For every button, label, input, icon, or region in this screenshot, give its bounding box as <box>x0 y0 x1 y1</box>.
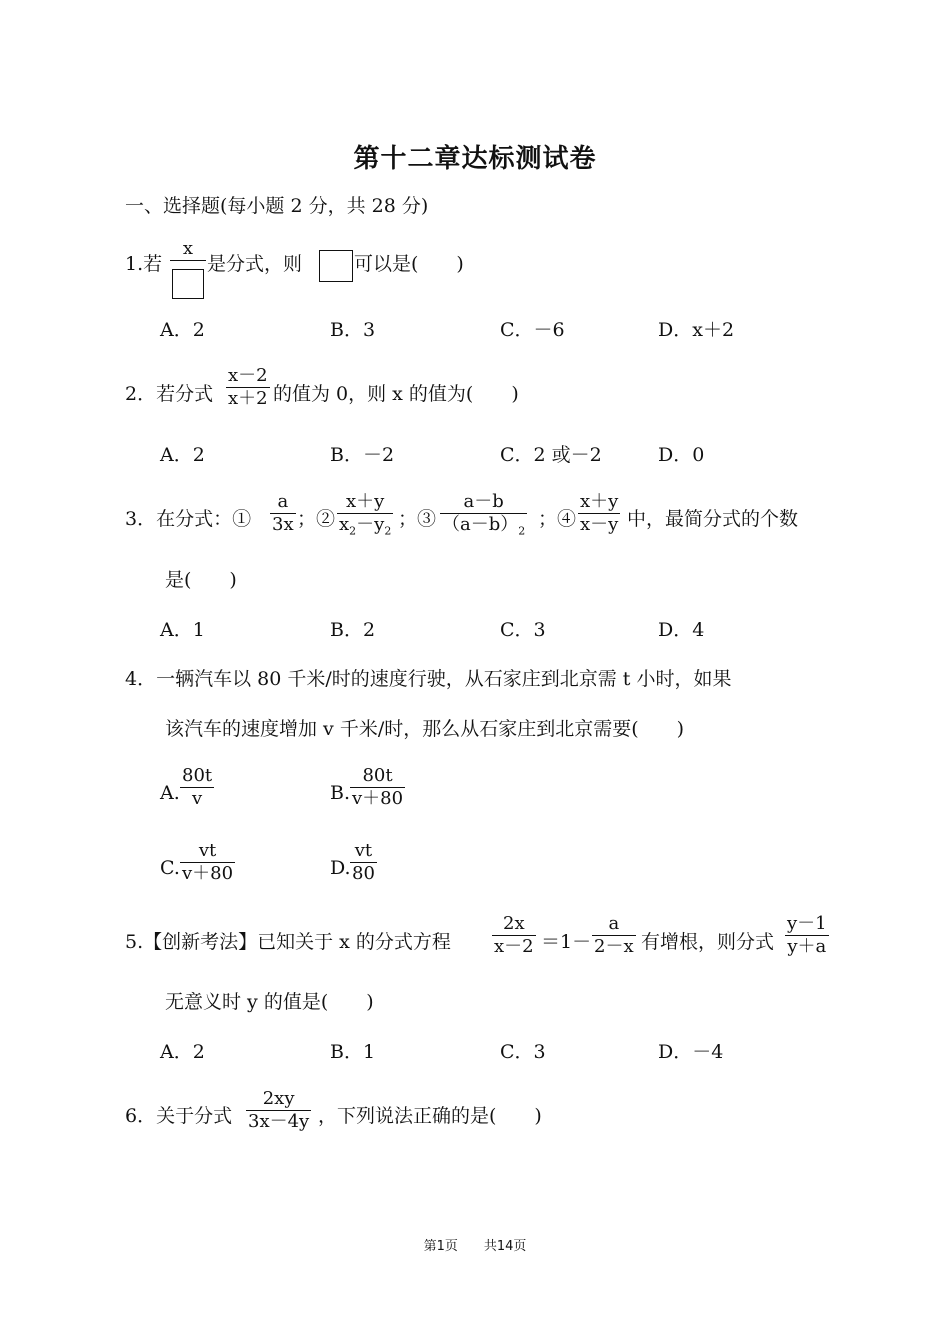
q5-option-b: B．1 <box>330 1041 376 1063</box>
q5-f3-num: y－1 <box>787 913 827 934</box>
q5-option-d: D．－4 <box>658 1041 724 1063</box>
q5-option-c: C．3 <box>500 1041 546 1063</box>
q3-fraction-4 <box>578 491 620 536</box>
q4-line2: 该汽车的速度增加 v 千米/时，那么从石家庄到北京需要( ) <box>165 718 685 740</box>
q5-mid2: 有增根，则分式 <box>641 931 775 953</box>
q2-option-a: A．2 <box>160 444 205 466</box>
q5-fraction-2 <box>592 913 636 958</box>
q3-f2-exp-b: 2 <box>384 524 392 538</box>
q5-f3-den: y＋a <box>785 935 829 958</box>
q4-c-den: v＋80 <box>182 863 234 884</box>
q4-option-c-fraction <box>180 840 235 885</box>
q3-f2-den <box>337 513 393 543</box>
q3-option-b: B．2 <box>330 619 376 641</box>
q3-f2-den-b: －y <box>356 514 385 535</box>
q3-f2-num: x＋y <box>346 491 385 512</box>
q4-a-num: 80t <box>182 765 213 786</box>
q5-line2: 无意义时 y 的值是( ) <box>165 991 374 1013</box>
q4-option-b-fraction <box>350 765 405 810</box>
q2-frac-num: x－2 <box>228 365 268 386</box>
q4-option-b-label: B. <box>330 782 351 804</box>
q2-option-d: D．0 <box>658 444 705 466</box>
q4-line1: 4．一辆汽车以 80 千米/时的速度行驶，从石家庄到北京需 t 小时，如果 <box>125 668 732 690</box>
q3-fraction-3 <box>440 491 527 543</box>
q4-option-d-label: D. <box>330 857 351 879</box>
q5-mid1: ＝1－ <box>541 931 592 953</box>
q3-f1-den: 3x <box>272 514 294 535</box>
q5-f2-den: 2－x <box>594 936 634 957</box>
q4-b-num: 80t <box>362 765 393 786</box>
q3-f3-den-base: （a－b） <box>442 514 519 535</box>
q3-prefix: 3．在分式：① <box>125 508 252 530</box>
q5-prefix: 5.【创新考法】已知关于 x 的分式方程 <box>125 931 451 953</box>
q6-frac-num: 2xy <box>262 1088 295 1109</box>
page-footer: 第1页 共14页 <box>423 1239 527 1254</box>
q1-option-d: D．x＋2 <box>658 319 735 341</box>
q3-f3-num: a－b <box>463 491 504 512</box>
q1-option-a: A．2 <box>160 319 205 341</box>
q4-option-a-label: A. <box>160 782 180 804</box>
q3-f4-num: x＋y <box>580 491 619 512</box>
q5-fraction-1 <box>492 913 536 958</box>
q5-option-a: A．2 <box>160 1041 205 1063</box>
q4-c-num: vt <box>198 840 217 861</box>
q1-frac-num: x <box>182 238 194 259</box>
q4-d-num: vt <box>354 840 373 861</box>
q3-suffix: 中，最简分式的个数 <box>627 508 799 530</box>
q5-f2-num: a <box>608 913 620 934</box>
q3-option-d: D．4 <box>658 619 705 641</box>
q4-a-den: v <box>180 787 214 810</box>
q3-f3-den <box>440 513 527 543</box>
q4-option-c-label: C. <box>160 857 180 879</box>
q3-f2-exp-a: 2 <box>349 524 357 538</box>
q3-f2-den-a: x <box>339 514 350 535</box>
q3-f4-den: x－y <box>580 514 619 535</box>
q4-option-a-fraction <box>180 765 214 810</box>
q2-frac-den: x＋2 <box>228 388 268 409</box>
section-heading: 一、选择题(每小题 2 分，共 28 分) <box>125 195 429 217</box>
q2-prefix: 2．若分式 <box>125 383 214 405</box>
q4-d-den: 80 <box>352 863 375 884</box>
q4-option-d-fraction <box>350 840 377 885</box>
q3-sep3: ；③ <box>398 508 437 530</box>
q2-fraction <box>226 365 270 410</box>
q1-blank-box-den <box>172 269 204 299</box>
q1-suffix: 可以是( ) <box>354 253 464 275</box>
q5-f1-den: x－2 <box>494 936 534 957</box>
q1-option-b: B．3 <box>330 319 376 341</box>
q1-mid: 是分式，则 <box>207 253 303 275</box>
q3-line2: 是( ) <box>165 569 237 591</box>
q1-blank-box <box>319 250 353 282</box>
q3-sep2: ；② <box>297 508 336 530</box>
q5-f1-num: 2x <box>503 913 525 934</box>
q1-option-c: C．－6 <box>500 319 565 341</box>
q6-prefix: 6．关于分式 <box>125 1105 233 1127</box>
q3-fraction-1 <box>270 491 296 536</box>
q3-f3-exp: 2 <box>518 524 526 538</box>
q1-prefix: 1.若 <box>125 253 163 275</box>
q6-fraction <box>246 1088 311 1133</box>
q6-suffix: ，下列说法正确的是( ) <box>318 1105 542 1127</box>
q4-b-den: v＋80 <box>352 788 404 809</box>
q6-frac-den: 3x－4y <box>248 1111 310 1132</box>
page-title: 第十二章达标测试卷 <box>353 144 597 174</box>
q5-fraction-3 <box>785 913 829 958</box>
q3-option-a: A．1 <box>160 619 205 641</box>
q3-fraction-2 <box>337 491 393 543</box>
q2-option-c: C．2 或－2 <box>500 444 602 466</box>
q2-option-b: B．－2 <box>330 444 395 466</box>
q2-suffix: 的值为 0，则 x 的值为( ) <box>273 383 519 405</box>
q3-option-c: C．3 <box>500 619 546 641</box>
q3-f1-num: a <box>277 491 289 512</box>
q3-sep4: ；④ <box>538 508 577 530</box>
